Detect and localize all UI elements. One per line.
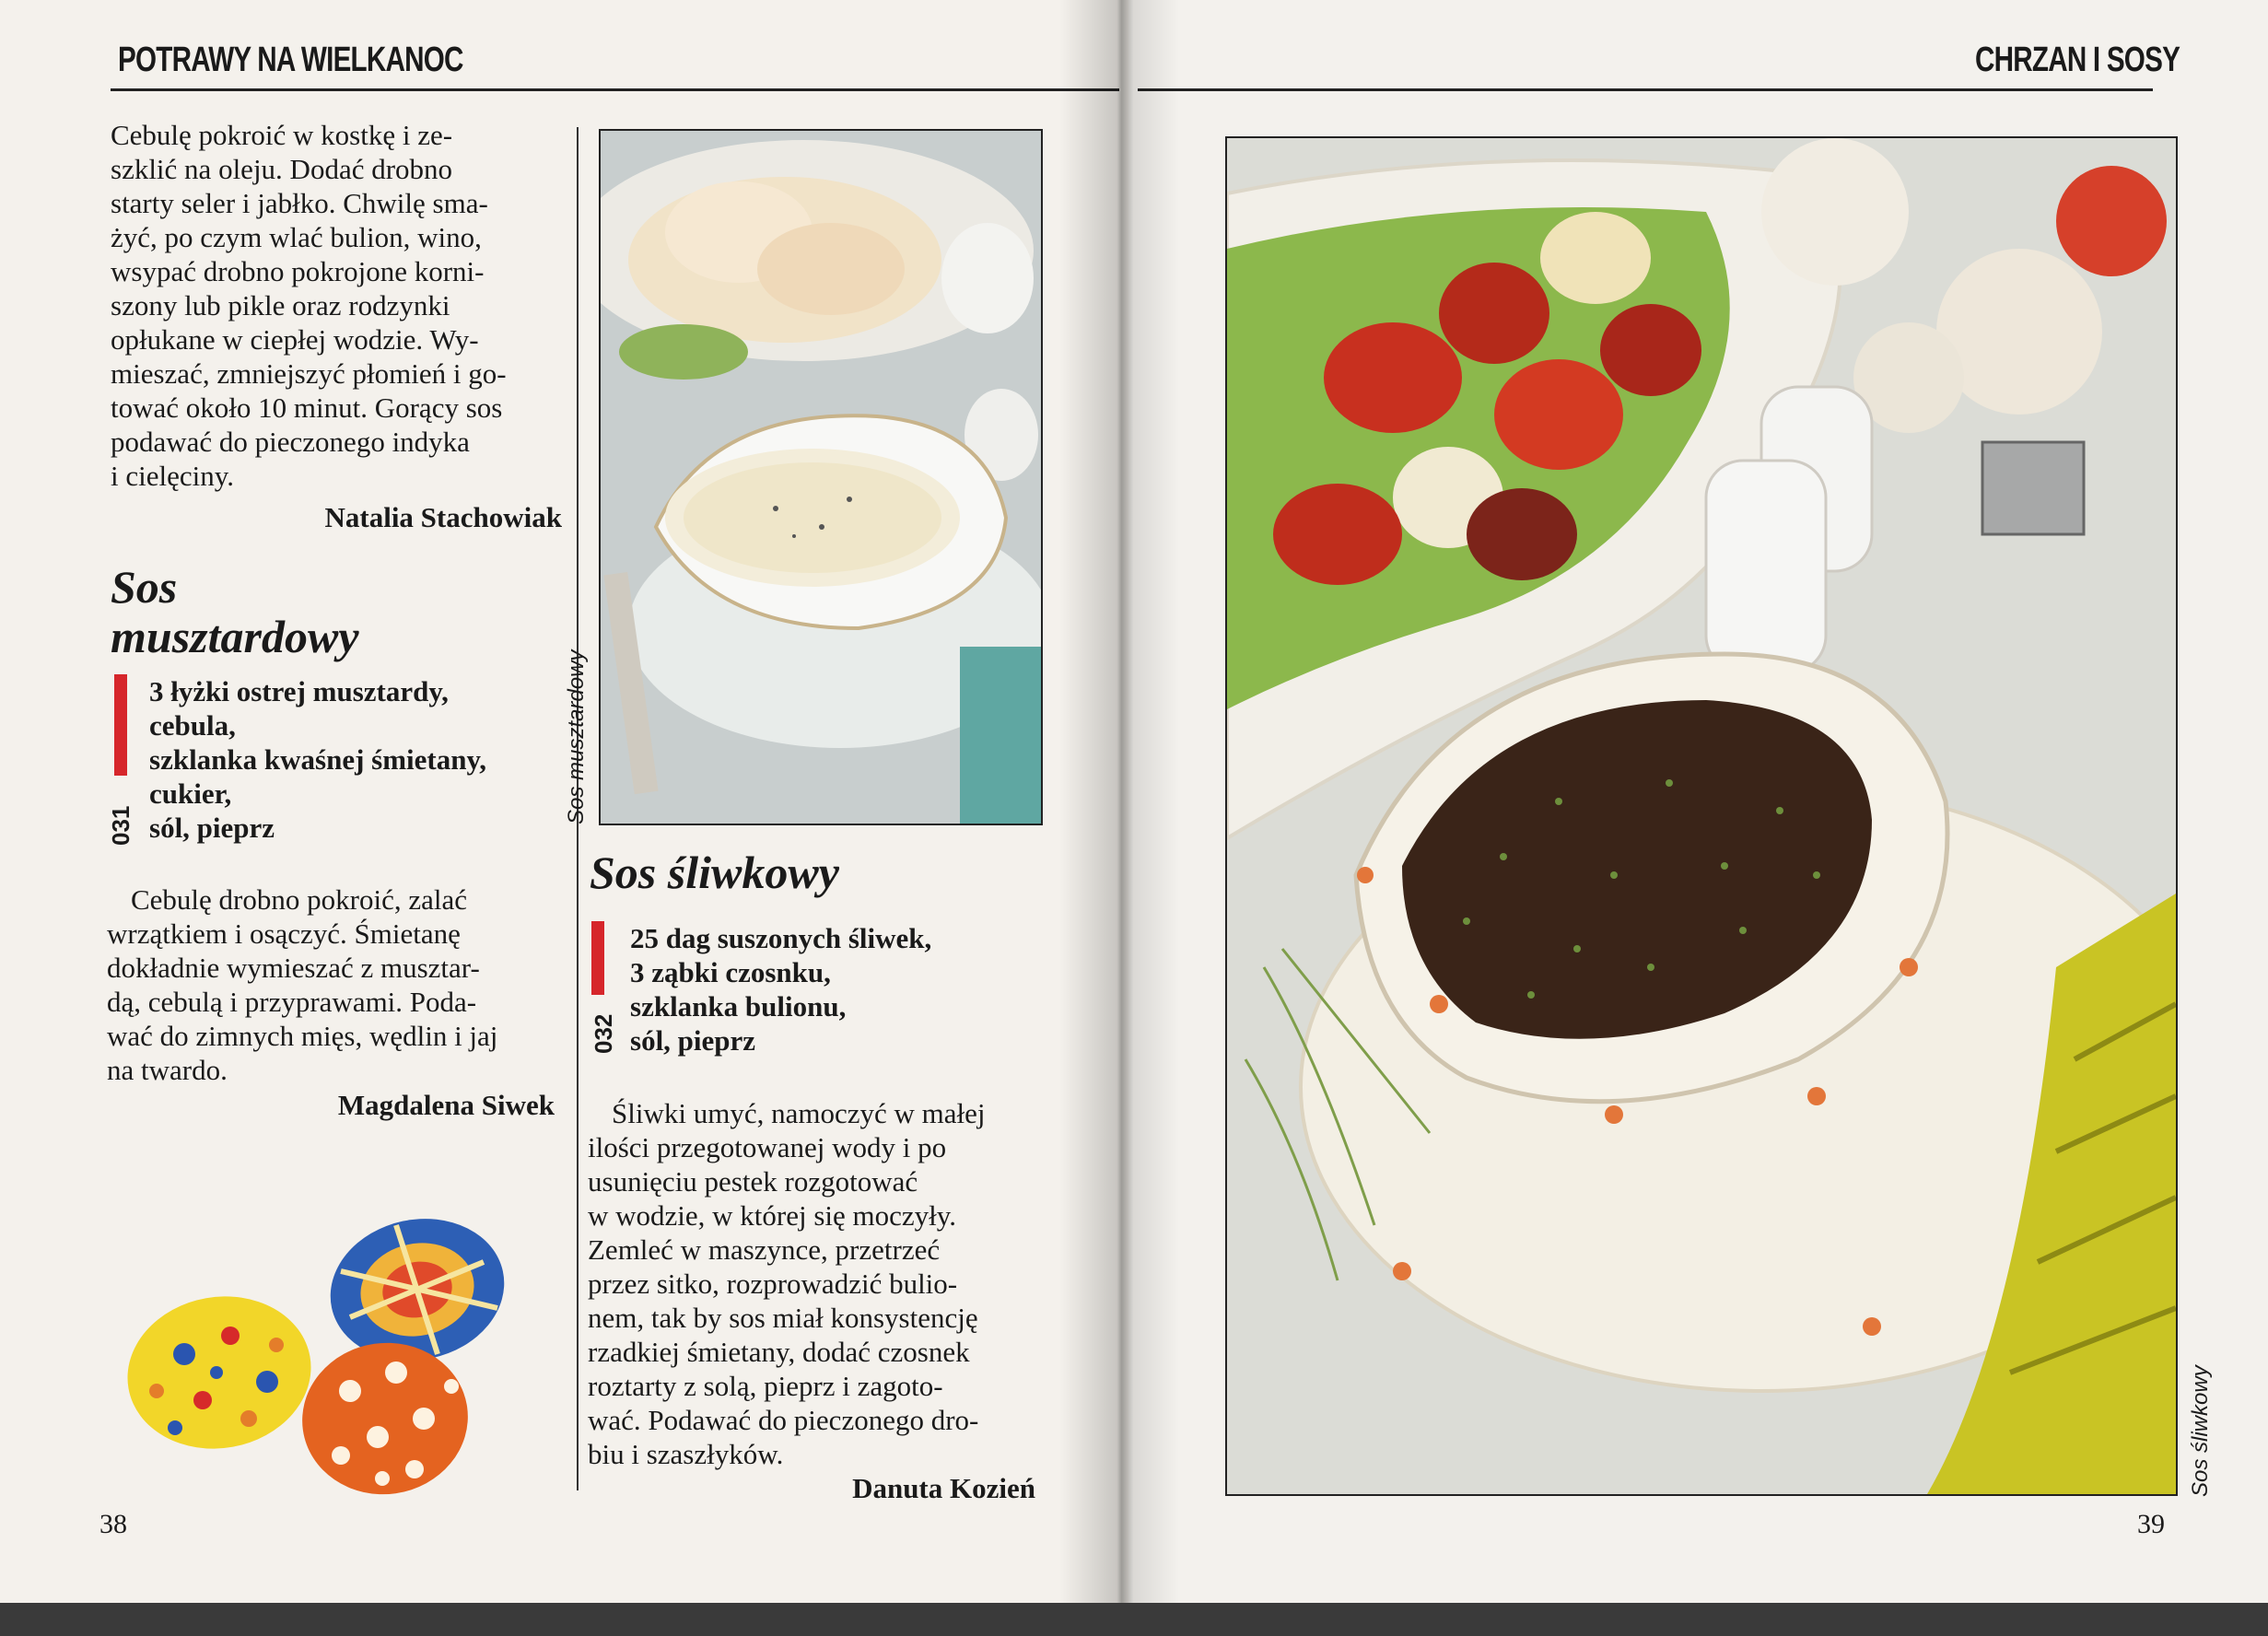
intro-text bbox=[111, 118, 562, 493]
text-line: Śliwki umyć, namoczyć w małej bbox=[612, 1097, 986, 1129]
plum-sauce-photo bbox=[1227, 138, 2176, 1494]
text-line: wać. Podawać do pieczonego dro- bbox=[588, 1404, 979, 1436]
text-line: i cielęciny. bbox=[111, 460, 234, 492]
text-line: wrzątkiem i osączyć. Śmietanę bbox=[107, 917, 461, 950]
text-line: przez sitko, rozprowadzić bulio- bbox=[588, 1268, 958, 1300]
text-line: ilości przegotowanej wody i po bbox=[588, 1131, 947, 1163]
text-line: wsypać drobno pokrojone korni- bbox=[111, 255, 485, 287]
bottom-edge-shadow bbox=[0, 1603, 2268, 1636]
recipe-031-ingredients bbox=[149, 674, 573, 845]
text-line: dokładnie wymieszać z musztar- bbox=[107, 952, 480, 984]
photo-caption-musztardowy: Sos musztardowy bbox=[564, 649, 589, 824]
page-number-right: 39 bbox=[2137, 1509, 2165, 1539]
text-line: Cebulę drobno pokroić, zalać bbox=[131, 883, 467, 916]
easter-eggs-illustration bbox=[120, 1198, 544, 1511]
recipe-031-method bbox=[107, 882, 562, 1087]
ingredient-item: 3 ząbki czosnku, bbox=[630, 956, 831, 988]
recipe-031-number: 031 bbox=[107, 805, 134, 846]
recipe-031-title-line1: Sos bbox=[111, 561, 178, 613]
recipe-031-red-bar bbox=[114, 674, 127, 776]
photo-caption-sliwkowy: Sos śliwkowy bbox=[2188, 1365, 2213, 1497]
text-line: Zemleć w maszynce, przetrzeć bbox=[588, 1233, 941, 1266]
intro-author: Natalia Stachowiak bbox=[324, 501, 562, 533]
ingredient-item: cukier, bbox=[149, 777, 232, 810]
ingredient-item: szklanka kwaśnej śmietany, bbox=[149, 743, 487, 776]
text-line: opłukane w ciepłej wodzie. Wy- bbox=[111, 323, 479, 356]
text-line: nem, tak by sos miał konsystencję bbox=[588, 1302, 978, 1334]
right-page bbox=[1128, 0, 2268, 1636]
egg-orange-flowers bbox=[292, 1332, 477, 1504]
text-line: żyć, po czym wlać bulion, wino, bbox=[111, 221, 482, 253]
sauce-boat-photo bbox=[601, 131, 1041, 824]
recipe-031-author: Magdalena Siwek bbox=[337, 1089, 555, 1121]
book-gutter-shadow bbox=[1059, 0, 1179, 1636]
recipe-032-title: Sos śliwkowy bbox=[590, 847, 839, 898]
left-page bbox=[0, 0, 1119, 1636]
ingredient-item: sól, pieprz bbox=[149, 812, 275, 844]
egg-yellow-dots bbox=[120, 1282, 323, 1463]
ingredient-item: cebula, bbox=[149, 709, 236, 742]
recipe-032-ingredients bbox=[630, 921, 1035, 1058]
ingredient-item: 3 łyżki ostrej musztardy, bbox=[149, 675, 449, 707]
text-line: na twardo. bbox=[107, 1054, 228, 1086]
text-line: biu i szaszłyków. bbox=[588, 1438, 784, 1470]
text-line: Cebulę pokroić w kostkę i ze- bbox=[111, 119, 453, 151]
photo-sos-musztardowy bbox=[599, 129, 1043, 825]
recipe-032-red-bar bbox=[591, 921, 604, 995]
recipe-031-title-line2: musztardowy bbox=[111, 611, 359, 662]
header-rule-right bbox=[1138, 88, 2153, 91]
ingredient-item: 25 dag suszonych śliwek, bbox=[630, 922, 932, 954]
page-number-left: 38 bbox=[99, 1509, 127, 1539]
recipe-032-method bbox=[588, 1096, 1041, 1471]
text-line: szklić na oleju. Dodać drobno bbox=[111, 153, 453, 185]
photo-sos-sliwkowy bbox=[1225, 136, 2178, 1496]
text-line: wać do zimnych mięs, wędlin i jaj bbox=[107, 1020, 498, 1052]
text-line: dą, cebulą i przyprawami. Poda- bbox=[107, 986, 477, 1018]
running-head-left: POTRAWY NA WIELKANOC bbox=[118, 41, 463, 79]
running-head-right: CHRZAN I SOSY bbox=[1975, 41, 2180, 79]
text-line: szony lub pikle oraz rodzynki bbox=[111, 289, 450, 321]
text-line: usunięciu pestek rozgotować bbox=[588, 1165, 918, 1198]
ingredient-item: szklanka bulionu, bbox=[630, 990, 847, 1022]
header-rule-left bbox=[111, 88, 1119, 91]
recipe-032-number: 032 bbox=[590, 1013, 617, 1054]
text-line: roztarty z solą, pieprz i zagoto- bbox=[588, 1370, 943, 1402]
text-line: starty seler i jabłko. Chwilę sma- bbox=[111, 187, 488, 219]
text-line: mieszać, zmniejszyć płomień i go- bbox=[111, 357, 507, 390]
recipe-032-author: Danuta Kozień bbox=[852, 1472, 1035, 1504]
text-line: rzadkiej śmietany, dodać czosnek bbox=[588, 1336, 970, 1368]
text-line: w wodzie, w której się moczyły. bbox=[588, 1199, 957, 1232]
text-line: podawać do pieczonego indyka bbox=[111, 426, 470, 458]
ingredient-item: sól, pieprz bbox=[630, 1024, 756, 1057]
text-line: tować około 10 minut. Gorący sos bbox=[111, 391, 503, 424]
